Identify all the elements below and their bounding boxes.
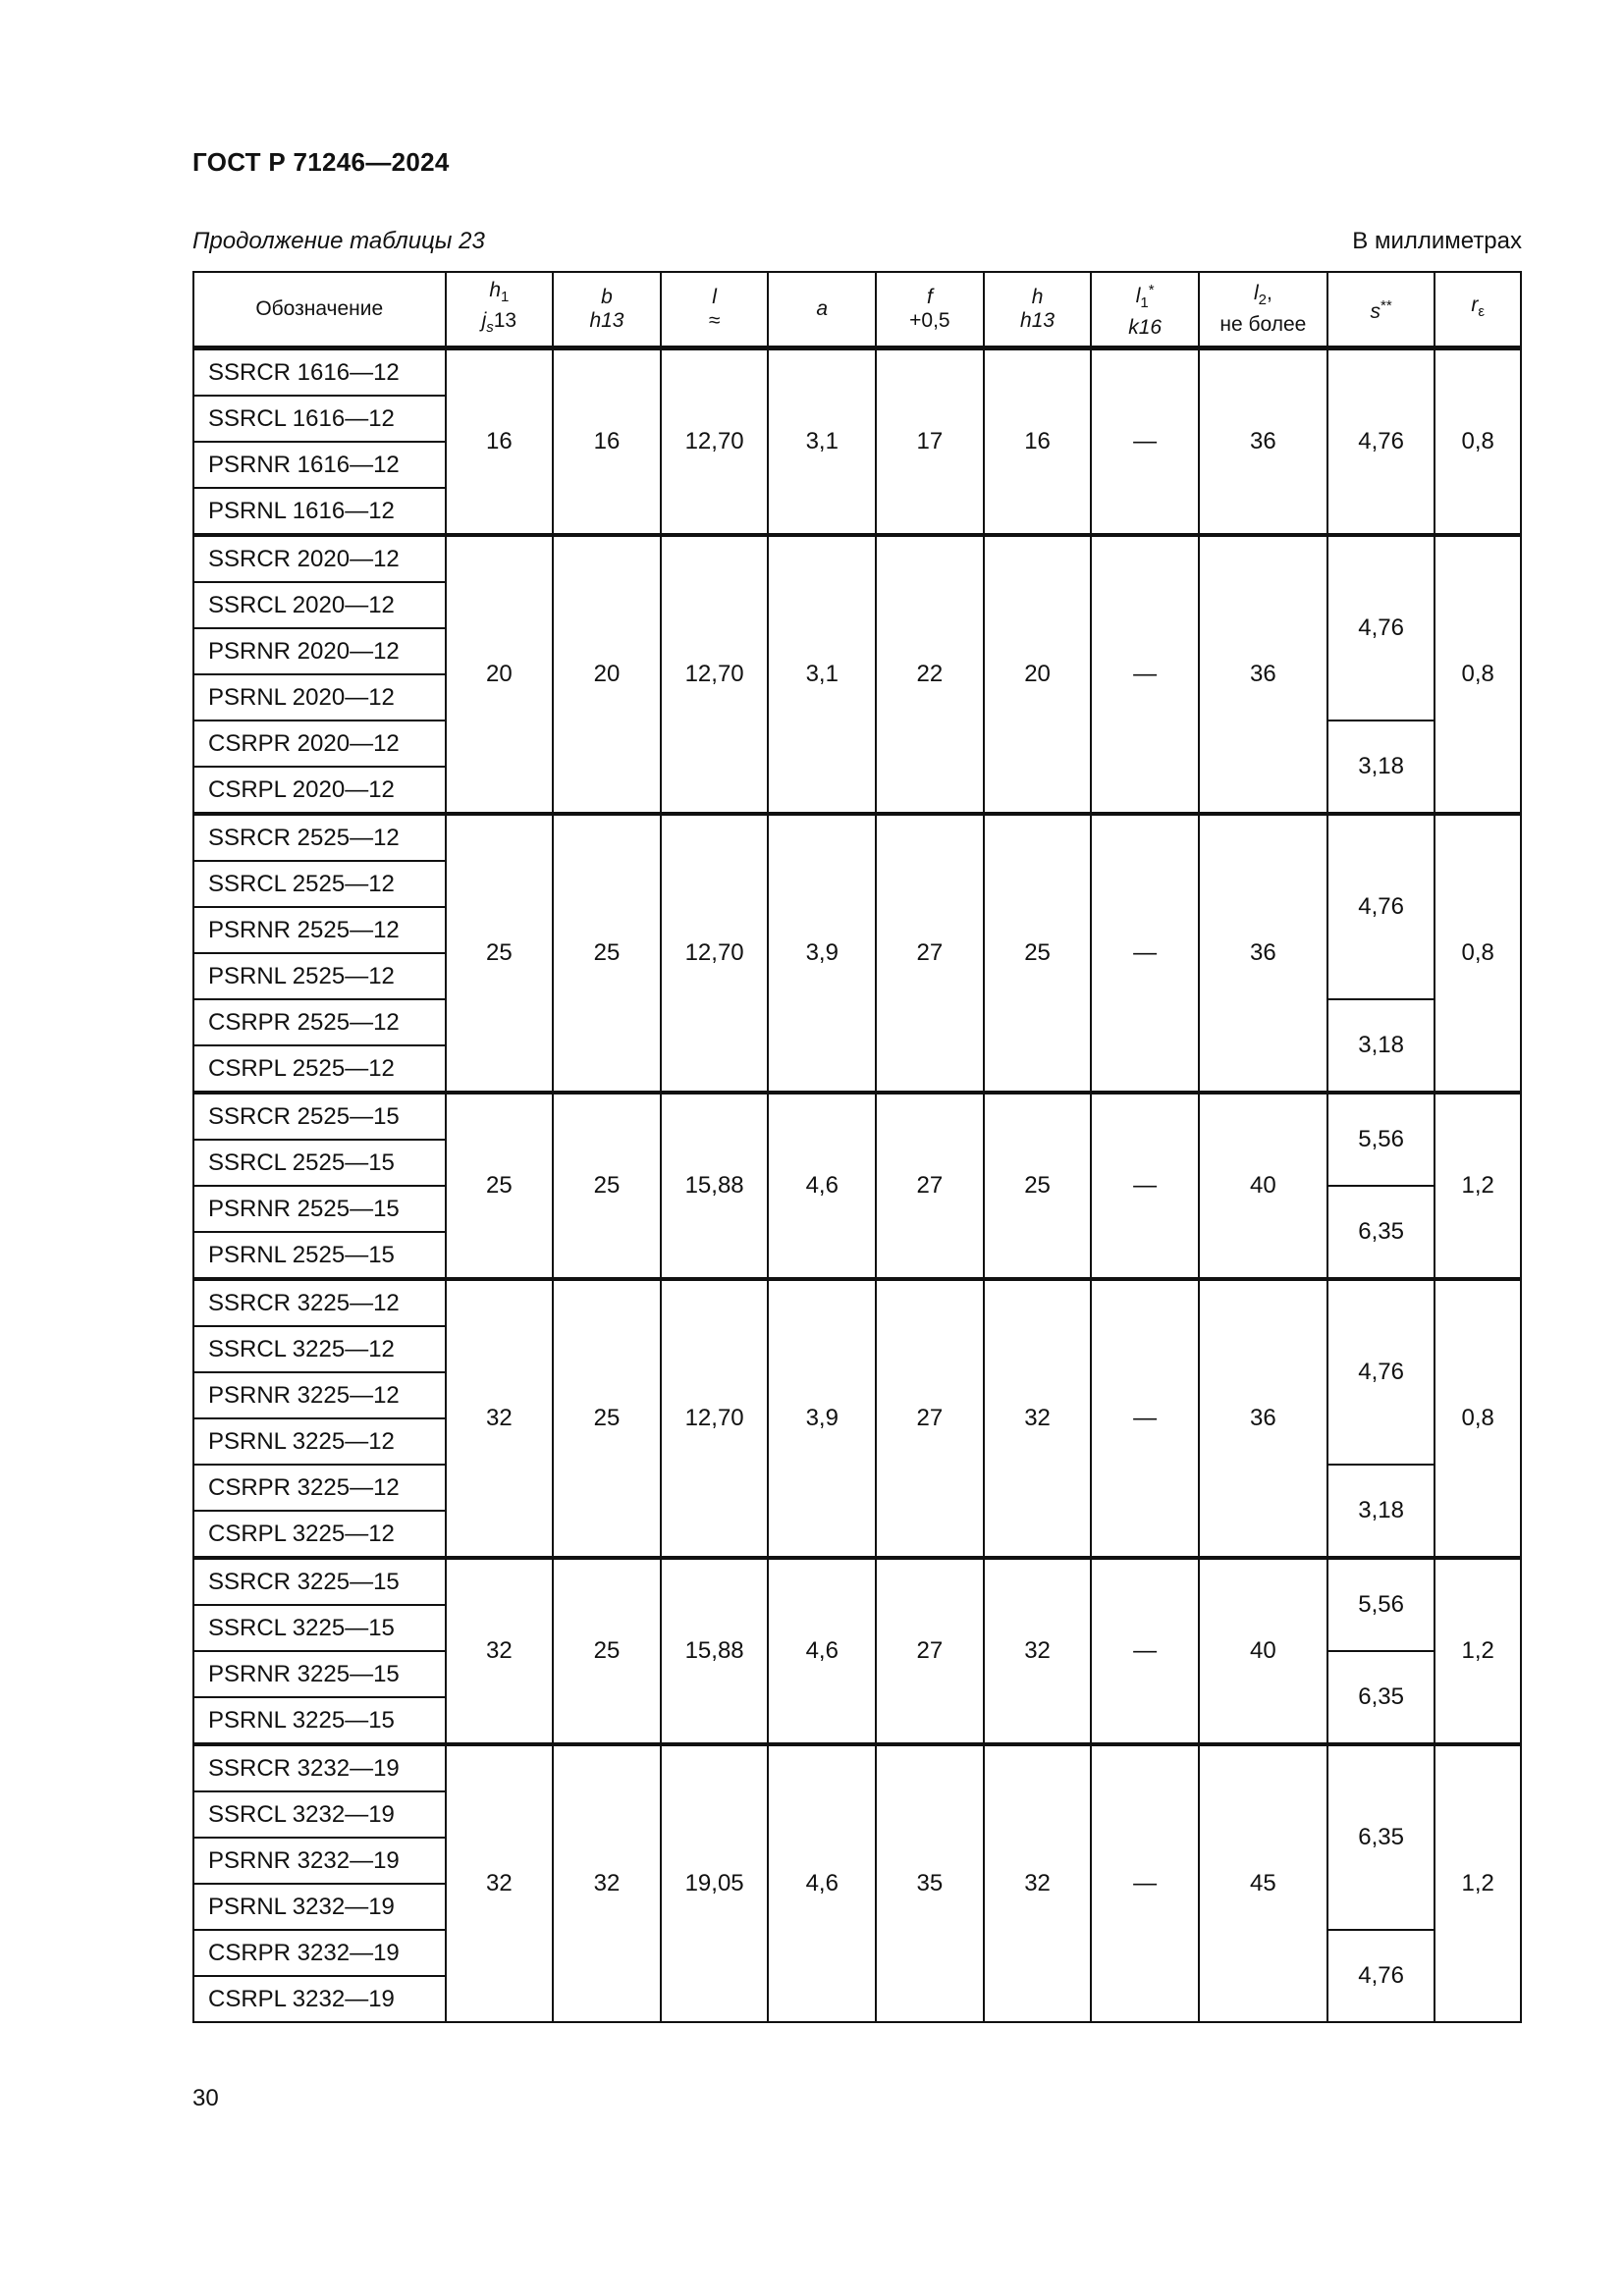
f-cell: 22 (876, 535, 984, 814)
h-cell: 32 (984, 1744, 1092, 2022)
l2-cell: 40 (1199, 1093, 1327, 1279)
r-cell: 1,2 (1435, 1558, 1521, 1744)
l1-cell: — (1091, 1744, 1199, 2022)
table-row (193, 1744, 1521, 1791)
table-row (193, 814, 1521, 861)
a-cell: 4,6 (768, 1558, 876, 1744)
s-cell: 4,76 (1327, 1930, 1435, 2022)
designation-cell: PSRNL 2525—15 (193, 1232, 446, 1279)
designation-cell: PSRNR 2020—12 (193, 628, 446, 674)
h-cell: 16 (984, 348, 1092, 536)
s-cell: 4,76 (1327, 814, 1435, 999)
a-cell: 3,1 (768, 348, 876, 536)
col-header-h1: $h_1$ $j_s13$ (446, 272, 554, 348)
designation-cell: SSRCR 3232—19 (193, 1744, 446, 1791)
designation-cell: PSRNL 2525—12 (193, 953, 446, 999)
l2-cell: 40 (1199, 1558, 1327, 1744)
designation-cell: CSRPL 3232—19 (193, 1976, 446, 2022)
designation-cell: SSRCL 3232—19 (193, 1791, 446, 1838)
col-header-r: $r_\varepsilon$ (1435, 272, 1521, 348)
col-header-h: h h13 (984, 272, 1092, 348)
h1-cell: 32 (446, 1279, 554, 1558)
col-header-s: s** (1327, 272, 1435, 348)
s-cell: 5,56 (1327, 1093, 1435, 1186)
l-cell: 15,88 (661, 1558, 769, 1744)
table-row (193, 1279, 1521, 1326)
b-cell: 16 (553, 348, 661, 536)
a-cell: 3,9 (768, 814, 876, 1093)
col-header-a: a (768, 272, 876, 348)
col-header-f: f +0,5 (876, 272, 984, 348)
l1-cell: — (1091, 814, 1199, 1093)
designation-cell: PSRNL 2020—12 (193, 674, 446, 721)
l-cell: 19,05 (661, 1744, 769, 2022)
table-row (193, 535, 1521, 582)
l1-cell: — (1091, 535, 1199, 814)
designation-cell: CSRPR 2525—12 (193, 999, 446, 1045)
designation-cell: SSRCR 2020—12 (193, 535, 446, 582)
table-row (193, 348, 1521, 397)
page-number: 30 (192, 2085, 219, 2111)
designation-cell: SSRCL 2525—12 (193, 861, 446, 907)
designation-cell: SSRCL 2525—15 (193, 1140, 446, 1186)
h1-cell: 25 (446, 814, 554, 1093)
s-cell: 3,18 (1327, 999, 1435, 1093)
document-title: ГОСТ Р 71246—2024 (192, 147, 450, 177)
a-cell: 3,9 (768, 1279, 876, 1558)
s-cell: 3,18 (1327, 721, 1435, 814)
col-header-l2: $l_2$, не более (1199, 272, 1327, 348)
l2-cell: 36 (1199, 814, 1327, 1093)
l2-cell: 45 (1199, 1744, 1327, 2022)
designation-cell: PSRNR 3232—19 (193, 1838, 446, 1884)
r-cell: 0,8 (1435, 814, 1521, 1093)
f-cell: 27 (876, 814, 984, 1093)
r-cell: 1,2 (1435, 1744, 1521, 2022)
s-cell: 3,18 (1327, 1465, 1435, 1558)
b-cell: 32 (553, 1744, 661, 2022)
b-cell: 25 (553, 814, 661, 1093)
l-cell: 15,88 (661, 1093, 769, 1279)
f-cell: 17 (876, 348, 984, 536)
designation-cell: SSRCL 1616—12 (193, 396, 446, 442)
h-cell: 25 (984, 814, 1092, 1093)
s-cell: 4,76 (1327, 535, 1435, 721)
l1-cell: — (1091, 1558, 1199, 1744)
designation-cell: CSRPL 2525—12 (193, 1045, 446, 1093)
col-header-l1: $l_1^*$ k16 (1091, 272, 1199, 348)
r-cell: 0,8 (1435, 348, 1521, 536)
designation-cell: CSRPR 3232—19 (193, 1930, 446, 1976)
col-header-designation: Обозначение (193, 272, 446, 348)
b-cell: 25 (553, 1279, 661, 1558)
s-cell: 4,76 (1327, 348, 1435, 536)
designation-cell: SSRCR 2525—12 (193, 814, 446, 861)
b-cell: 25 (553, 1558, 661, 1744)
h1-cell: 20 (446, 535, 554, 814)
h-cell: 25 (984, 1093, 1092, 1279)
designation-cell: PSRNR 3225—15 (193, 1651, 446, 1697)
designation-cell: CSRPL 2020—12 (193, 767, 446, 814)
table-row (193, 1093, 1521, 1140)
l-cell: 12,70 (661, 348, 769, 536)
designation-cell: SSRCL 3225—12 (193, 1326, 446, 1372)
col-header-l: l ≈ (661, 272, 769, 348)
designation-cell: SSRCR 1616—12 (193, 348, 446, 397)
h1-cell: 25 (446, 1093, 554, 1279)
designation-cell: PSRNR 2525—15 (193, 1186, 446, 1232)
designation-cell: PSRNL 3232—19 (193, 1884, 446, 1930)
l2-cell: 36 (1199, 348, 1327, 536)
designation-cell: SSRCR 3225—15 (193, 1558, 446, 1605)
table-row (193, 1558, 1521, 1605)
a-cell: 4,6 (768, 1093, 876, 1279)
a-cell: 4,6 (768, 1744, 876, 2022)
f-cell: 27 (876, 1279, 984, 1558)
h1-cell: 16 (446, 348, 554, 536)
dimensions-table (192, 271, 1522, 2023)
designation-cell: SSRCR 2525—15 (193, 1093, 446, 1140)
designation-cell: CSRPR 2020—12 (193, 721, 446, 767)
s-cell: 5,56 (1327, 1558, 1435, 1651)
h-cell: 20 (984, 535, 1092, 814)
h1-cell: 32 (446, 1744, 554, 2022)
l1-cell: — (1091, 1279, 1199, 1558)
l2-cell: 36 (1199, 535, 1327, 814)
units-note: В миллиметрах (1352, 228, 1522, 254)
b-cell: 20 (553, 535, 661, 814)
s-cell: 6,35 (1327, 1744, 1435, 1930)
designation-cell: SSRCR 3225—12 (193, 1279, 446, 1326)
designation-cell: PSRNR 2525—12 (193, 907, 446, 953)
r-cell: 0,8 (1435, 535, 1521, 814)
l1-cell: — (1091, 348, 1199, 536)
designation-cell: PSRNR 3225—12 (193, 1372, 446, 1418)
s-cell: 6,35 (1327, 1186, 1435, 1279)
designation-cell: CSRPR 3225—12 (193, 1465, 446, 1511)
l2-cell: 36 (1199, 1279, 1327, 1558)
table-body (193, 348, 1521, 2023)
f-cell: 27 (876, 1558, 984, 1744)
l-cell: 12,70 (661, 1279, 769, 1558)
designation-cell: SSRCL 2020—12 (193, 582, 446, 628)
b-cell: 25 (553, 1093, 661, 1279)
h-cell: 32 (984, 1279, 1092, 1558)
table-caption: Продолжение таблицы 23 (192, 228, 485, 254)
designation-cell: PSRNL 3225—12 (193, 1418, 446, 1465)
col-header-b: b h13 (553, 272, 661, 348)
l1-cell: — (1091, 1093, 1199, 1279)
s-cell: 6,35 (1327, 1651, 1435, 1744)
f-cell: 27 (876, 1093, 984, 1279)
designation-cell: PSRNL 1616—12 (193, 488, 446, 535)
f-cell: 35 (876, 1744, 984, 2022)
a-cell: 3,1 (768, 535, 876, 814)
header-row (193, 272, 1521, 348)
h-cell: 32 (984, 1558, 1092, 1744)
r-cell: 0,8 (1435, 1279, 1521, 1558)
r-cell: 1,2 (1435, 1093, 1521, 1279)
designation-cell: PSRNR 1616—12 (193, 442, 446, 488)
designation-cell: PSRNL 3225—15 (193, 1697, 446, 1744)
designation-cell: SSRCL 3225—15 (193, 1605, 446, 1651)
h1-cell: 32 (446, 1558, 554, 1744)
designation-cell: CSRPL 3225—12 (193, 1511, 446, 1558)
l-cell: 12,70 (661, 814, 769, 1093)
s-cell: 4,76 (1327, 1279, 1435, 1465)
l-cell: 12,70 (661, 535, 769, 814)
